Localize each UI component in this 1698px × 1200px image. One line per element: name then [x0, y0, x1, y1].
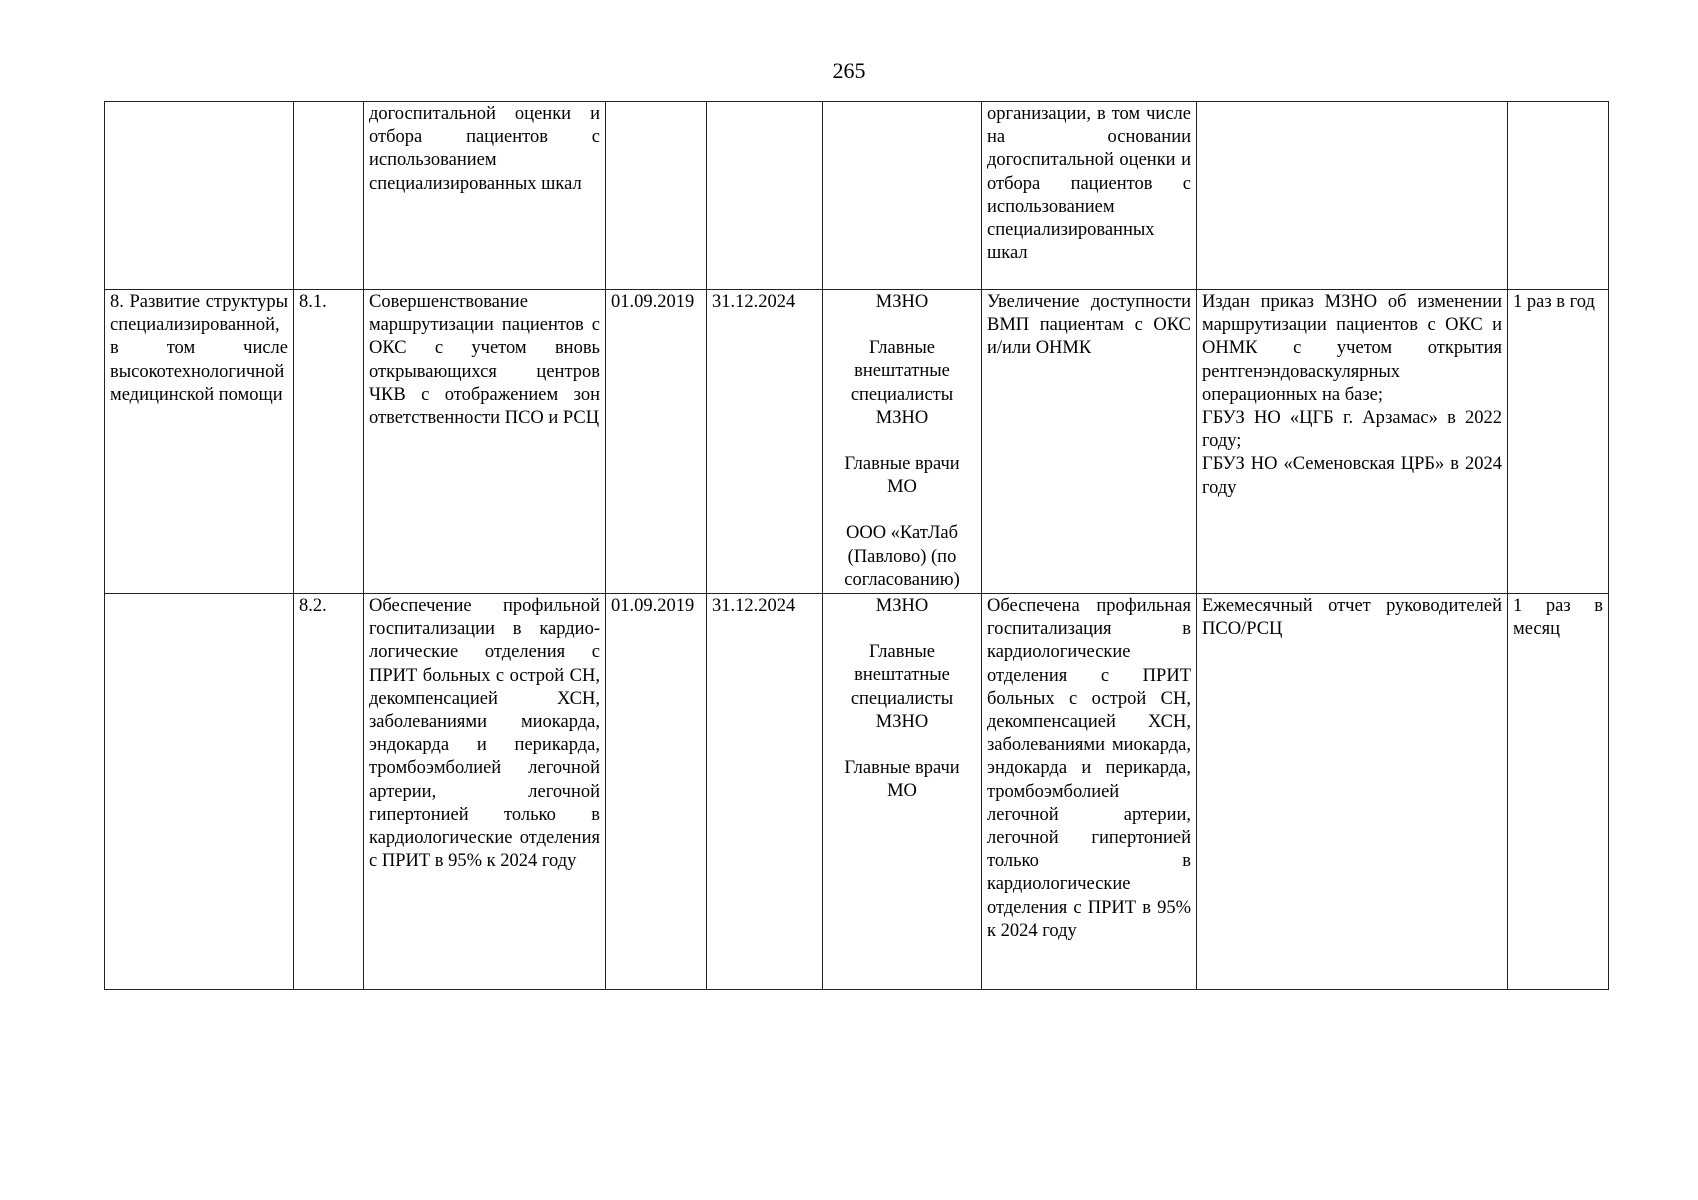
- cell-number: [294, 102, 364, 290]
- cell-responsible: [823, 102, 982, 290]
- cell-control: [1197, 102, 1508, 290]
- responsible-entry: МЗНО: [875, 596, 929, 616]
- cell-start-date: 01.09.2019: [606, 290, 707, 594]
- cell-result: Увеличение доступности ВМП пациентам с ОКС и/или ОНМК: [982, 290, 1197, 594]
- cell-periodicity: [1508, 102, 1609, 290]
- cell-end-date: 31.12.2024: [707, 594, 823, 990]
- responsible-entry: МЗНО: [875, 292, 929, 312]
- cell-number: 8.1.: [294, 290, 364, 594]
- activities-table: [104, 101, 1609, 990]
- table-row: [105, 102, 1609, 290]
- cell-end-date: [707, 102, 823, 290]
- cell-section: 8. Развитие структуры специализированной, в том числе высокотехнологичной медицинской помощи: [105, 290, 294, 594]
- cell-section: [105, 102, 294, 290]
- cell-control: Ежемесячный отчет руководителей ПСО/РСЦ: [1197, 594, 1508, 990]
- responsible-entry: Главные врачи МО: [844, 758, 960, 802]
- cell-responsible: [823, 594, 982, 990]
- cell-result: Обеспечена профильная госпитализация в кардиологические отделения с ПРИТ больных с острой СН, декомпенсацией ХСН, заболеваниями миокарда, эндокарда и перикарда, тромбоэмболией легочной артерии, легочной гипертонией только в кардиологические отделения с ПРИТ в 95% к 2024 году: [982, 594, 1197, 990]
- page-number: 265: [832, 58, 866, 83]
- cell-end-date: 31.12.2024: [707, 290, 823, 594]
- cell-control: Издан приказ МЗНО об изменении маршрутизации пациентов с ОКС и ОНМК с учетом открытия рентгенэндоваскулярных операционных на базе; ГБУЗ НО «ЦГБ г. Арзамас» в 2022 году; ГБУЗ НО «Семеновская ЦРБ» в 2024 году: [1197, 290, 1508, 594]
- cell-periodicity: 1 раз в месяц: [1508, 594, 1609, 990]
- cell-number: 8.2.: [294, 594, 364, 990]
- table-row: [105, 594, 1609, 990]
- cell-result: организации, в том числе на основании догоспитальной оценки и отбора пациентов с использованием специализированных шкал: [982, 102, 1197, 290]
- responsible-entry: Главные врачи МО: [844, 454, 960, 498]
- cell-start-date: [606, 102, 707, 290]
- cell-activity: Совершенствование маршрутизации пациентов с ОКС с учетом вновь открывающихся центров ЧКВ с отображением зон ответственности ПСО и РСЦ: [364, 290, 606, 594]
- responsible-entry: Главные внештатные специалисты МЗНО: [850, 338, 954, 428]
- table-row: [105, 290, 1609, 594]
- cell-activity: догоспитальной оценки и отбора пациентов с использованием специализированных шкал: [364, 102, 606, 290]
- cell-activity: Обеспечение профильной госпитализации в кардио-логические отделения с ПРИТ больных с острой СН, декомпенсацией ХСН, заболеваниями миокарда, эндокарда и перикарда, тромбоэмболией легочной артерии, легочной гипертонией только в кардиологические отделения с ПРИТ в 95% к 2024 году: [364, 594, 606, 990]
- cell-section: [105, 594, 294, 990]
- cell-periodicity: 1 раз в год: [1508, 290, 1609, 594]
- responsible-entry: Главные внештатные специалисты МЗНО: [850, 642, 954, 732]
- cell-responsible: [823, 290, 982, 594]
- cell-start-date: 01.09.2019: [606, 594, 707, 990]
- responsible-entry: ООО «КатЛаб (Павлово) (по согласованию): [844, 523, 960, 590]
